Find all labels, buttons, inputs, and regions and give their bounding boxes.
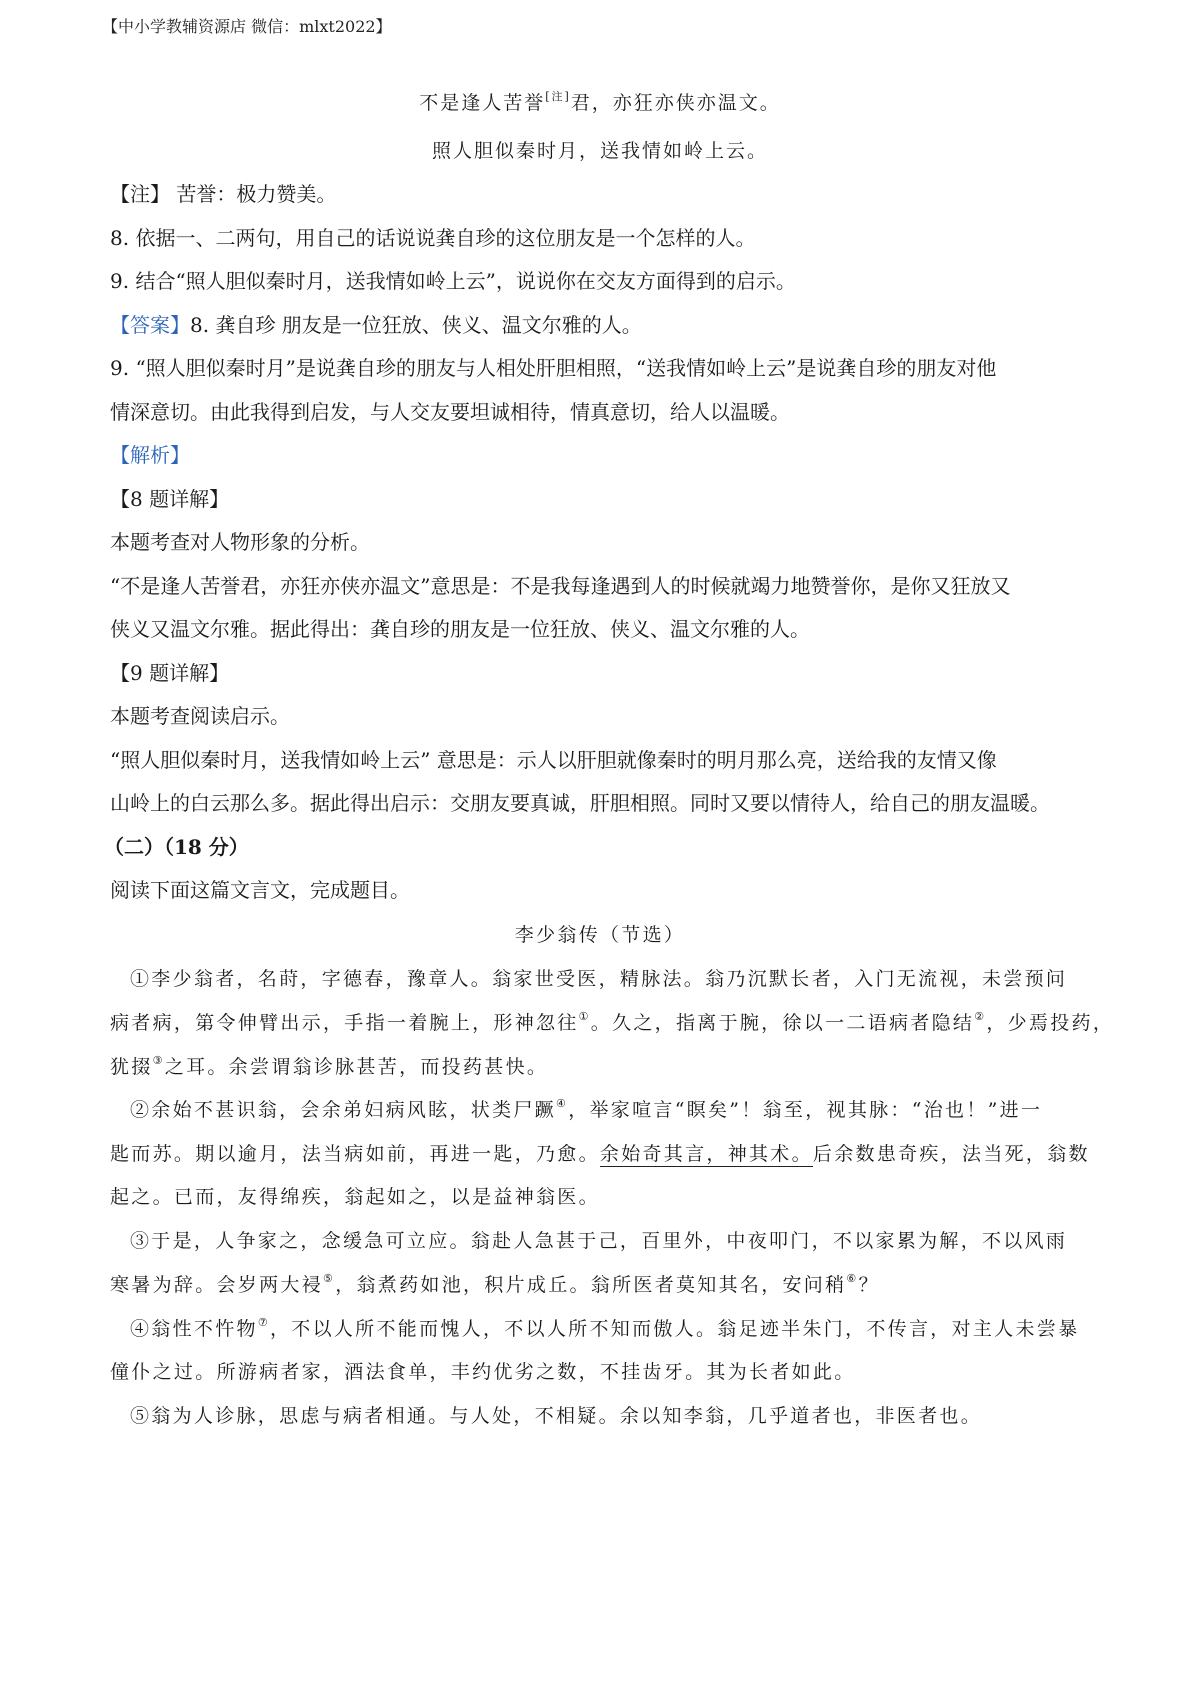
poem-text: 不是逢人苦誉 (419, 92, 546, 114)
note-marker: [注] (545, 89, 571, 103)
footnote-marker: ② (974, 1009, 987, 1023)
footnote-marker: ③ (152, 1053, 165, 1067)
footnote-marker: ④ (556, 1096, 569, 1110)
passage-text: 。久之，指离于腕，徐以一二语病者隐结 (590, 1012, 975, 1034)
passage-p3-line-2 (110, 1270, 1102, 1300)
footnote-marker: ① (578, 1009, 591, 1023)
passage-p4-line-1 (130, 1314, 1122, 1344)
answer-8 (110, 310, 1102, 340)
footnote-marker: ⑦ (257, 1315, 270, 1329)
passage-p3-line-1: ③于是，人争家之，念缓急可立应。翁赴人急甚于己，百里外，中夜叩门，不以家累为解，不以风雨 (130, 1230, 1068, 1252)
answer-9-line-2: 情深意切。由此我得到启发，与人交友要坦诚相待，情真意切，给人以温暖。 (110, 400, 790, 424)
passage-text: 寒暑为辞。会岁两大祲 (110, 1274, 324, 1296)
passage-text: ②余始不甚识翁，会余弟妇病风眩，状类尸蹶 (130, 1099, 557, 1121)
poem-text: 君，亦狂亦侠亦温文。 (570, 92, 781, 114)
answer-tag: 【答案】 (110, 313, 190, 337)
passage-p2-line-1 (130, 1095, 1122, 1125)
passage-text: 后余数患奇疾，法当死，翁数 (812, 1143, 1090, 1165)
passage-p2-line-2 (110, 1139, 1102, 1169)
underlined-sentence: 余始奇其言，神其术。 (599, 1143, 813, 1165)
passage-p2-line-3: 起之。已而，友得绵疾，翁起如之，以是益神翁医。 (110, 1186, 600, 1208)
footnote-marker: ⑤ (323, 1271, 336, 1285)
question-9: 9. 结合“照人胆似秦时月，送我情如岭上云”，说说你在交友方面得到的启示。 (110, 269, 796, 293)
passage-text: ④翁性不忤物 (130, 1318, 258, 1340)
passage-text: ，少焉投药， (986, 1012, 1115, 1034)
answer-text: 8. 龚自珍 朋友是一位狂放、侠义、温文尔雅的人。 (190, 313, 642, 337)
detail-9-title: 【9 题详解】 (110, 661, 230, 685)
section-instruction: 阅读下面这篇文言文，完成题目。 (110, 878, 410, 902)
poem-note: 【注】 苦誉：极力赞美。 (110, 182, 337, 206)
passage-text: 之耳。余尝谓翁诊脉甚苦，而投药甚快。 (164, 1056, 549, 1078)
question-8: 8. 依据一、二两句，用自己的话说说龚自珍的这位朋友是一个怎样的人。 (110, 226, 756, 250)
poem-line-1 (0, 88, 1200, 118)
passage-text: ，不以人所不能而愧人，不以人所不知而傲人。翁足迹半朱门，不传言，对主人未尝暴 (269, 1318, 1080, 1340)
page-header: 【中小学教辅资源店 微信：mlxt2022】 (102, 17, 392, 36)
passage-text: ？ (858, 1274, 880, 1296)
detail-8-line-2: “不是逢人苦誉君，亦狂亦侠亦温文”意思是：不是我每逢遇到人的时候就竭力地赞誉你，是你又狂放又 (110, 574, 1011, 598)
detail-8-line-1: 本题考查对人物形象的分析。 (110, 530, 370, 554)
detail-9-line-1: 本题考查阅读启示。 (110, 704, 290, 728)
passage-text: ，翁煮药如池，积片成丘。翁所医者莫知其名，安问稍 (335, 1274, 847, 1296)
passage-p4-line-2: 僮仆之过。所游病者家，酒法食单，丰约优劣之数，不挂齿牙。其为长者如此。 (110, 1361, 856, 1383)
analysis-tag: 【解析】 (110, 443, 190, 467)
passage-title: 李少翁传（节选） (514, 924, 686, 946)
passage-p1-line-2 (110, 1008, 1115, 1038)
detail-8-line-3: 侠义又温文尔雅。据此得出：龚自珍的朋友是一位狂放、侠义、温文尔雅的人。 (110, 617, 810, 641)
passage-text: 匙而苏。期以逾月，法当病如前，再进一匙，乃愈。 (110, 1143, 600, 1165)
poem-line-2: 照人胆似秦时月，送我情如岭上云。 (431, 140, 768, 162)
passage-text: ，举家喧言“瞑矣”！翁至，视其脉：“治也！”进一 (568, 1099, 1043, 1121)
detail-9-line-2: “照人胆似秦时月，送我情如岭上云” 意思是：示人以肝胆就像秦时的明月那么亮，送给我的友情又像 (110, 748, 997, 772)
detail-8-title: 【8 题详解】 (110, 487, 230, 511)
passage-text: 病者病，第令伸臂出示，手指一着腕上，形神忽往 (110, 1012, 579, 1034)
footnote-marker: ⑥ (846, 1271, 859, 1285)
passage-p1-line-3 (110, 1052, 1102, 1082)
passage-text: 犹掇 (110, 1056, 153, 1078)
answer-9-line-1: 9. “照人胆似秦时月”是说龚自珍的朋友与人相处肝胆相照，“送我情如岭上云”是说龚自珍的朋友对他 (110, 356, 997, 380)
passage-p5-line-1: ⑤翁为人诊脉，思虑与病者相通。与人处，不相疑。余以知李翁，几乎道者也，非医者也。 (130, 1405, 983, 1427)
passage-p1-line-1: ①李少翁者，名莳，字德春，豫章人。翁家世受医，精脉法。翁乃沉默长者，入门无流视，未尝预问 (130, 968, 1068, 990)
section-heading: （二）（18 分） (104, 835, 249, 859)
detail-9-line-3: 山岭上的白云那么多。据此得出启示：交朋友要真诚，肝胆相照。同时又要以情待人，给自己的朋友温暖。 (110, 791, 1050, 815)
